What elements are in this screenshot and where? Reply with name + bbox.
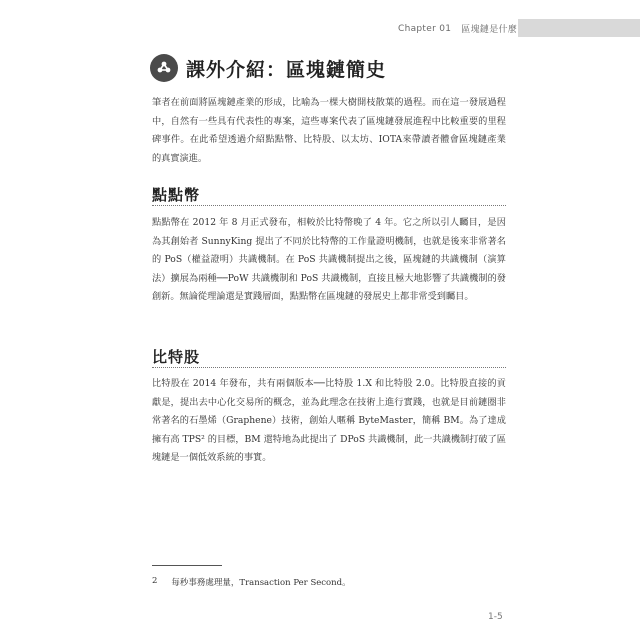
intro-heading — [150, 54, 386, 82]
section-heading-bitshares: 比特股 — [152, 348, 201, 366]
section-paragraph-peercoin: 點點幣在 2012 年 8 月正式發布，相較於比特幣晚了 4 年。它之所以引人矚目，是因為其創始者 SunnyKing 提出了不同於比特幣的工作量證明機制，也就是後來非常著名的 PoS（權益證明）共識機制。在 PoS 共識機制提出之後，區塊鏈的共識機制（演算法）擴展為兩種──PoW 共識機制和 PoS 共識機制，直接且極大地影響了共識機制的發創新。無論從理論還是實踐層面，點點幣在區塊鏈的發展史上都非常受到矚目。 — [152, 217, 506, 302]
page-number: 1-5 — [488, 612, 503, 622]
section-paragraph-bitshares: 比特股在 2014 年發布，共有兩個版本──比特股 1.X 和比特股 2.0。比特股直接的貢獻是，提出去中心化交易所的概念，並為此理念在技術上進行實踐，也就是目前鏈圈非常著名的石墨烯（Graphene）技術，創始人暱稱 ByteMaster，簡稱 BM。為了達成擁有高 TPS² 的目標，BM 還特地為此提出了 DPoS 共識機制，此一共識機制打破了區塊鏈是一個低效系統的事實。 — [152, 378, 506, 463]
chapter-label: Chapter 01 — [398, 23, 452, 34]
section-heading-peercoin: 點點幣 — [152, 186, 201, 204]
footnote-text: 每秒事務處理量，Transaction Per Second。 — [171, 578, 351, 588]
intro-paragraph: 筆者在前面將區塊鏈產業的形成，比喻為一棵大樹開枝散葉的過程。而在這一發展過程中，自然有一些具有代表性的專案，這些專案代表了區塊鏈發展進程中比較重要的里程碑事件。在此希望透過介紹點點幣、比特股、以太坊、IOTA來帶讀者體會區塊鏈產業的真實演進。 — [152, 97, 506, 164]
running-header — [398, 22, 517, 35]
intro-title: 課外介紹：區塊鏈簡史 — [186, 58, 387, 81]
share-network-icon — [150, 54, 178, 82]
section-divider — [152, 367, 506, 368]
section-divider — [152, 205, 506, 206]
footnote-number: 2 — [152, 576, 158, 586]
header-tab-bar — [518, 19, 640, 37]
footnote-rule — [152, 565, 222, 566]
footnote — [152, 576, 351, 588]
chapter-title: 區塊鏈是什麼 — [461, 25, 518, 35]
